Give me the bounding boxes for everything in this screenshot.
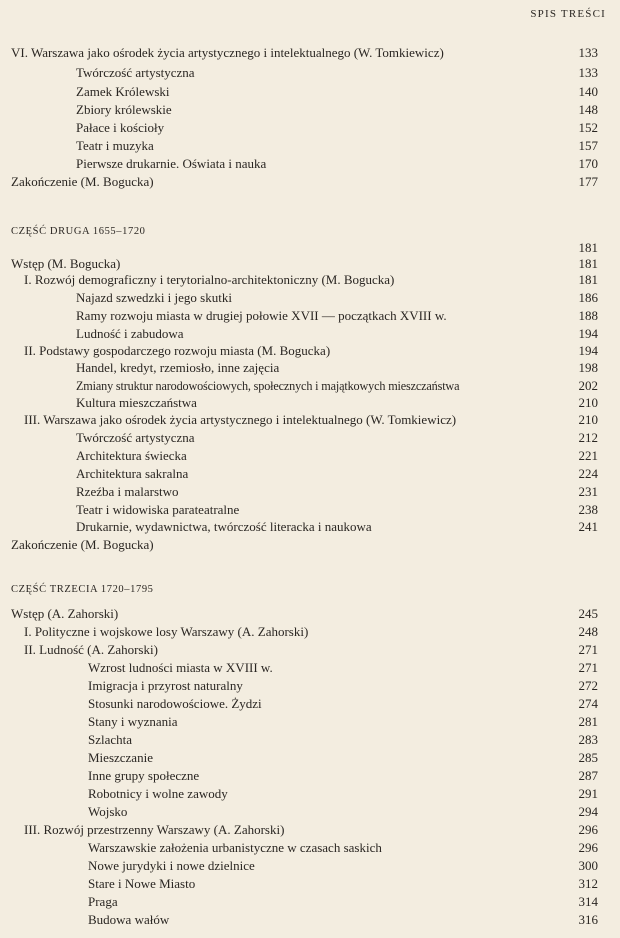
toc-entry-label: Mieszczanie — [88, 750, 153, 765]
toc-entry-label: Handel, kredyt, rzemiosło, inne zajęcia — [76, 360, 280, 375]
toc-entry — [0, 272, 620, 288]
toc-entry — [0, 156, 620, 172]
toc-entry-page: 198 — [578, 360, 598, 375]
toc-entry-page: 181 — [578, 272, 598, 287]
toc-entry — [0, 750, 620, 766]
toc-entry-label: Stany i wyznania — [88, 714, 178, 729]
toc-entry-page: 287 — [578, 768, 598, 783]
toc-entry-page: 157 — [578, 138, 598, 153]
toc-entry-label: III. Rozwój przestrzenny Warszawy (A. Zahorski) — [24, 822, 285, 837]
toc-entry — [0, 430, 620, 446]
toc-entry-label: Twórczość artystyczna — [76, 430, 195, 445]
toc-entry — [0, 502, 620, 518]
toc-entry — [0, 624, 620, 640]
toc-entry — [0, 378, 620, 394]
toc-entry-page: 212 — [578, 430, 598, 445]
toc-entry-label: Budowa wałów — [88, 912, 170, 927]
toc-entry-page: 294 — [578, 804, 598, 819]
toc-entry-label: Ramy rozwoju miasta w drugiej połowie XVII — początkach XVIII w. — [76, 308, 447, 323]
section-heading: CZĘŚĆ TRZECIA 1720–1795 — [11, 584, 154, 595]
toc-entry-page: 133 — [578, 45, 598, 60]
toc-entry-label: Zakończenie (M. Bogucka) — [11, 537, 154, 552]
toc-entry-label: Stosunki narodowościowe. Żydzi — [88, 696, 262, 711]
toc-entry-label: Warszawskie założenia urbanistyczne w czasach saskich — [88, 840, 382, 855]
toc-entry-label: Zamek Królewski — [76, 84, 170, 99]
toc-entry-label: I. Polityczne i wojskowe losy Warszawy (A. Zahorski) — [24, 624, 309, 639]
toc-entry-page: 300 — [578, 858, 598, 873]
toc-entry — [0, 840, 620, 856]
toc-entry — [0, 822, 620, 838]
toc-entry-page: 148 — [578, 102, 598, 117]
toc-entry — [0, 174, 620, 190]
toc-entry-page: 283 — [578, 732, 598, 747]
toc-entry-label: Ludność i zabudowa — [76, 326, 184, 341]
toc-entry-page: 181 — [578, 240, 598, 255]
toc-entry-page: 291 — [578, 786, 598, 801]
toc-entry-page: 170 — [578, 156, 598, 171]
toc-entry — [0, 768, 620, 784]
toc-entry-label: Stare i Nowe Miasto — [88, 876, 196, 891]
toc-entry-label: Nowe jurydyki i nowe dzielnice — [88, 858, 255, 873]
toc-entry — [0, 290, 620, 306]
toc-entry-page: 285 — [578, 750, 598, 765]
toc-entry-page: 248 — [578, 624, 598, 639]
toc-entry-label: Imigracja i przyrost naturalny — [88, 678, 243, 693]
toc-entry-page: 296 — [578, 822, 598, 837]
toc-entry — [0, 912, 620, 928]
toc-entry-page: 316 — [578, 912, 598, 927]
toc-entry-page: 177 — [578, 174, 598, 189]
toc-entry-label: Architektura świecka — [76, 448, 187, 463]
toc-entry — [0, 732, 620, 748]
toc-entry-page: 241 — [578, 519, 598, 534]
toc-entry — [0, 256, 620, 272]
toc-entry-label: Pałace i kościoły — [76, 120, 165, 135]
toc-entry-label: Robotnicy i wolne zawody — [88, 786, 228, 801]
toc-entry-page: 272 — [578, 678, 598, 693]
toc-entry-label: Najazd szwedzki i jego skutki — [76, 290, 232, 305]
toc-entry-label: Teatr i widowiska parateatralne — [76, 502, 240, 517]
toc-entry-page: 202 — [578, 378, 598, 393]
toc-entry-page: 231 — [578, 484, 598, 499]
toc-entry — [0, 858, 620, 874]
toc-entry — [0, 606, 620, 622]
toc-entry — [0, 484, 620, 500]
toc-entry-label: Zbiory królewskie — [76, 102, 172, 117]
toc-entry — [0, 642, 620, 658]
toc-entry-label: Zakończenie (M. Bogucka) — [11, 174, 154, 189]
toc-entry — [0, 138, 620, 154]
toc-entry — [0, 360, 620, 376]
toc-entry-label: Wzrost ludności miasta w XVIII w. — [88, 660, 273, 675]
toc-entry — [0, 804, 620, 820]
toc-entry — [0, 876, 620, 892]
toc-entry-page: 181 — [578, 256, 598, 271]
toc-entry-page: 224 — [578, 466, 598, 481]
toc-entry — [0, 84, 620, 100]
toc-entry-page: 210 — [578, 412, 598, 427]
toc-entry-label: II. Podstawy gospodarczego rozwoju miasta (M. Bogucka) — [24, 343, 331, 358]
running-header: SPIS TREŚCI — [530, 8, 606, 20]
toc-entry-label: Wstęp (A. Zahorski) — [11, 606, 119, 621]
toc-entry-page: 238 — [578, 502, 598, 517]
toc-entry-label: II. Ludność (A. Zahorski) — [24, 642, 158, 657]
toc-entry — [0, 308, 620, 324]
toc-entry-page: 296 — [578, 840, 598, 855]
toc-entry-label: Pierwsze drukarnie. Oświata i nauka — [76, 156, 267, 171]
toc-entry-label: Wstęp (M. Bogucka) — [11, 256, 121, 271]
toc-entry-label: Inne grupy społeczne — [88, 768, 200, 783]
toc-entry-label: I. Rozwój demograficzny i terytorialno-architektoniczny (M. Bogucka) — [24, 272, 395, 287]
toc-entry — [0, 45, 620, 61]
toc-entry — [0, 343, 620, 359]
toc-entry — [0, 395, 620, 411]
toc-entry — [0, 894, 620, 910]
toc-entry-label: Twórczość artystyczna — [76, 65, 195, 80]
toc-entry-page: 140 — [578, 84, 598, 99]
toc-entry-page: 271 — [578, 660, 598, 675]
toc-entry — [0, 678, 620, 694]
toc-entry — [0, 537, 620, 553]
toc-entry — [0, 412, 620, 428]
toc-entry — [0, 519, 620, 535]
toc-entry-label: Wojsko — [88, 804, 128, 819]
toc-entry — [0, 714, 620, 730]
toc-entry-page: 152 — [578, 120, 598, 135]
toc-entry-page: 312 — [578, 876, 598, 891]
toc-entry-label: Kultura mieszczaństwa — [76, 395, 197, 410]
toc-entry-page: 133 — [578, 65, 598, 80]
toc-entry-page: 221 — [578, 448, 598, 463]
toc-entry — [0, 466, 620, 482]
toc-entry — [0, 120, 620, 136]
toc-entry-page: 271 — [578, 642, 598, 657]
toc-entry-label: Zmiany struktur narodowościowych, społecznych i majątkowych mieszczaństwa — [76, 379, 460, 393]
toc-entry-page: 194 — [578, 343, 598, 358]
toc-entry-page: 274 — [578, 696, 598, 711]
toc-entry-label: III. Warszawa jako ośrodek życia artystycznego i intelektualnego (W. Tomkiewicz) — [24, 412, 457, 427]
toc-entry-label: Drukarnie, wydawnictwa, twórczość literacka i naukowa — [76, 519, 372, 534]
section-heading: CZĘŚĆ DRUGA 1655–1720 — [11, 226, 146, 237]
toc-entry-page: 210 — [578, 395, 598, 410]
toc-entry-page: 281 — [578, 714, 598, 729]
toc-entry-label: VI. Warszawa jako ośrodek życia artystycznego i intelektualnego (W. Tomkiewicz) — [11, 45, 444, 60]
toc-entry-label: Praga — [88, 894, 118, 909]
toc-entry — [0, 660, 620, 676]
toc-entry — [0, 65, 620, 81]
toc-entry — [0, 448, 620, 464]
toc-entry-label: Teatr i muzyka — [76, 138, 154, 153]
toc-entry — [0, 786, 620, 802]
toc-entry — [0, 240, 620, 256]
toc-entry — [0, 102, 620, 118]
toc-entry-page: 314 — [578, 894, 598, 909]
toc-entry-page: 186 — [578, 290, 598, 305]
toc-entry-page: 194 — [578, 326, 598, 341]
toc-entry-label: Architektura sakralna — [76, 466, 189, 481]
toc-entry-label: Szlachta — [88, 732, 133, 747]
toc-entry-page: 188 — [578, 308, 598, 323]
toc-entry — [0, 696, 620, 712]
toc-entry-label: Rzeźba i malarstwo — [76, 484, 179, 499]
toc-entry — [0, 326, 620, 342]
toc-entry-page: 245 — [578, 606, 598, 621]
